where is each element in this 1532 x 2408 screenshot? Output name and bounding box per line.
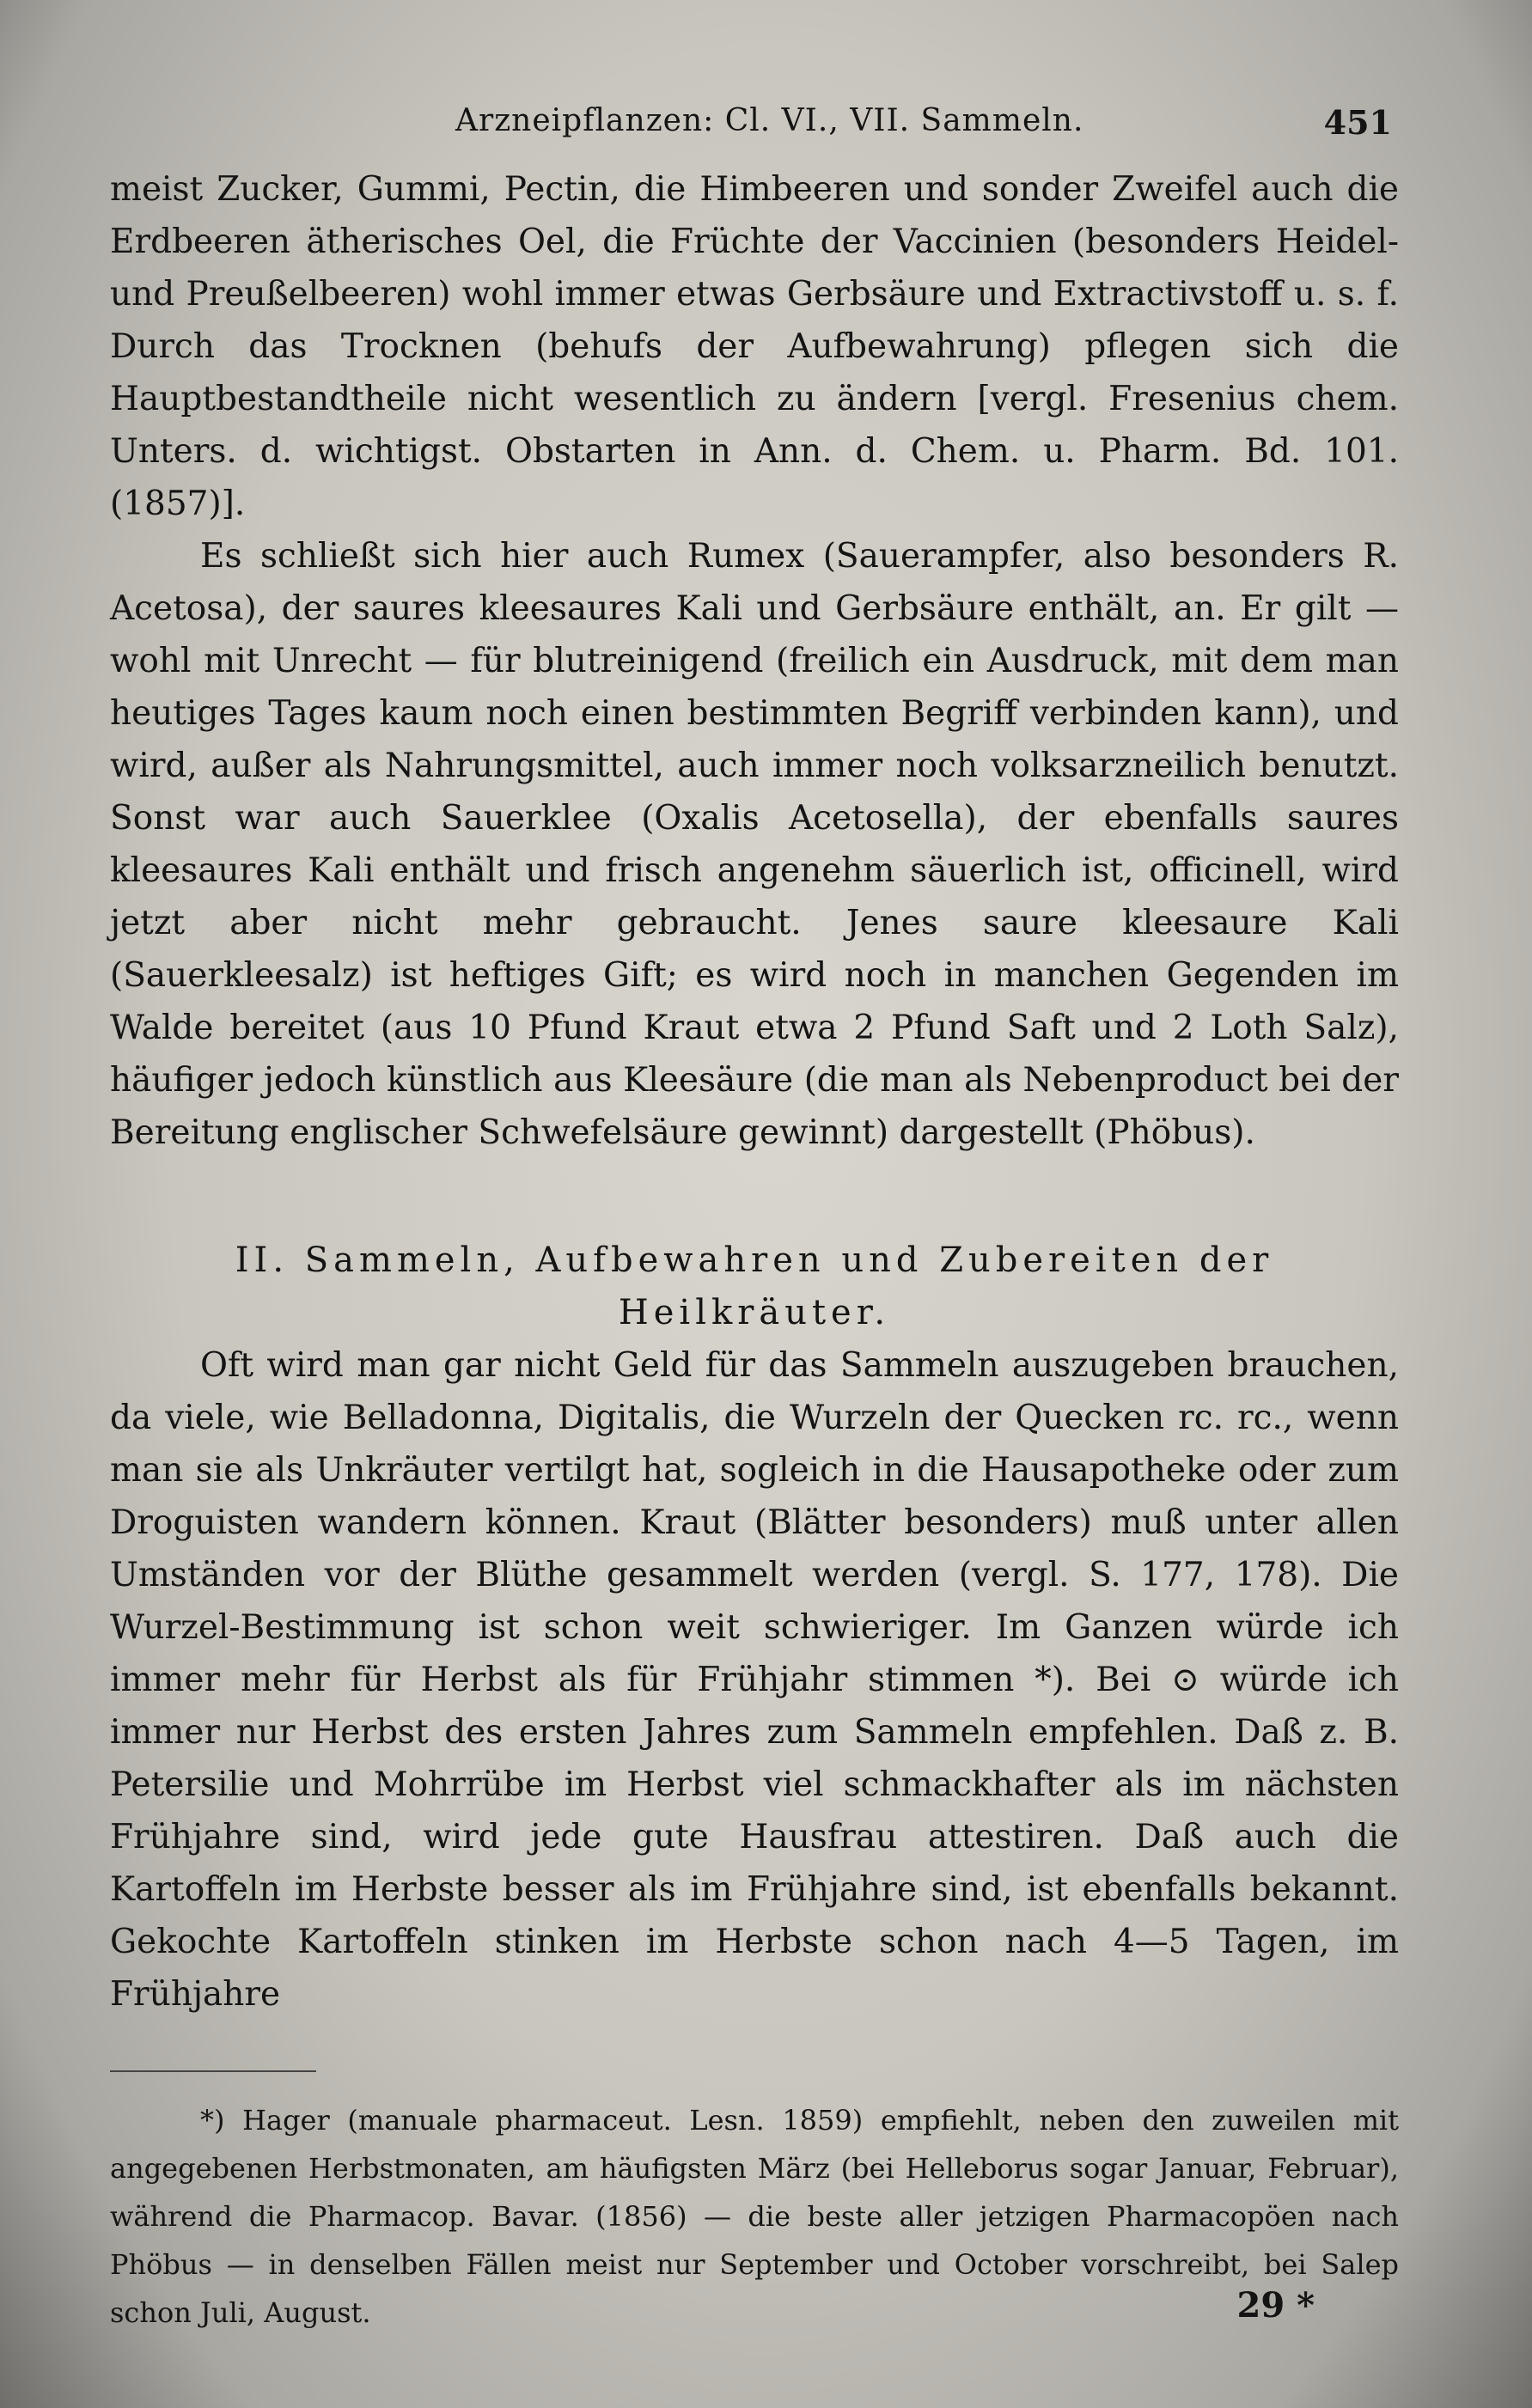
printer-signature-mark: 29 * [1236, 2285, 1315, 2326]
footnote-hager: *) Hager (manuale pharmaceut. Lesn. 1859) empfiehlt, neben den zuweilen mit angegebenen Herbstmonaten, am häufigsten März (bei Helleborus sogar Januar, Februar), während die Pharmacop. Bavar. (1856) — die beste aller jetzigen Pharmacopöen nach Phöbus — in denselben Fällen meist nur September und October vorschreibt, bei Salep schon Juli, August. [110, 2104, 1399, 2329]
running-head: Arzneipflanzen: Cl. VI., VII. Sammeln. [455, 103, 1084, 138]
footnote-divider [110, 2070, 316, 2072]
book-page [95, 86, 1443, 2337]
section-spacer [110, 1159, 1399, 1234]
paragraph-rumex: Es schließt sich hier auch Rumex (Sauerampfer, also besonders R. Acetosa), der saures kleesaures Kali und Gerbsäure enthält, an. Er gilt — wohl mit Unrecht — für blutreinigend (freilich ein Ausdruck, mit dem man heutiges Tages kaum noch einen bestimmten Begriff verbinden kann), und wird, außer als Nahrungsmittel, auch immer noch volksarzneilich benutzt. Sonst war auch Sauerklee (Oxalis Acetosella), der ebenfalls saures kleesaures Kali enthält und frisch angenehm säuerlich ist, officinell, wird jetzt aber nicht mehr gebraucht. Jenes saure kleesaure Kali (Sauerkleesalz) ist heftiges Gift; es wird noch in manchen Gegenden im Walde bereitet (aus 10 Pfund Kraut etwa 2 Pfund Saft und 2 Loth Salz), häufiger jedoch künstlich aus Kleesäure (die man als Nebenproduct bei der Bereitung englischer Schwefelsäure gewinnt) dargestellt (Phöbus). [110, 537, 1399, 1152]
paragraph-collecting: Oft wird man gar nicht Geld für das Sammeln auszugeben brauchen, da viele, wie Belladonna, Digitalis, die Wurzeln der Quecken rc. rc., wenn man sie als Unkräuter vertilgt hat, sogleich in die Hausapotheke oder zum Droguisten wandern können. Kraut (Blätter besonders) muß unter allen Umständen vor der Blüthe gesammelt werden (vergl. S. 177, 178). Die Wurzel-Bestimmung ist schon weit schwieriger. Im Ganzen würde ich immer mehr für Herbst als für Frühjahr stimmen *). Bei ⊙ würde ich immer nur Herbst des ersten Jahres zum Sammeln empfehlen. Daß z. B. Petersilie und Mohrrübe im Herbst viel schmackhafter als im nächsten Frühjahre sind, wird jede gute Hausfrau attestiren. Daß auch die Kartoffeln im Herbste besser als im Frühjahre sind, ist ebenfalls bekannt. Gekochte Kartoffeln stinken im Herbste schon nach 4—5 Tagen, im Frühjahre [110, 1346, 1399, 2014]
page-number: 451 [1323, 103, 1392, 142]
page-header [95, 103, 1392, 155]
footnotes [110, 2096, 1399, 2337]
body-text [110, 163, 1399, 2021]
section-heading: II. Sammeln, Aufbewahren und Zubereiten der Heilkräuter. [235, 1241, 1274, 1332]
paragraph-fruit-constituents: meist Zucker, Gummi, Pectin, die Himbeeren und sonder Zweifel auch die Erdbeeren ätherisches Oel, die Früchte der Vaccinien (besonders Heidel- und Preußelbeeren) wohl immer etwas Gerbsäure und Extractivstoff u. s. f. Durch das Trocknen (behufs der Aufbewahrung) pflegen sich die Hauptbestandtheile nicht wesentlich zu ändern [vergl. Fresenius chem. Unters. d. wichtigst. Obstarten in Ann. d. Chem. u. Pharm. Bd. 101. (1857)]. [110, 170, 1399, 523]
